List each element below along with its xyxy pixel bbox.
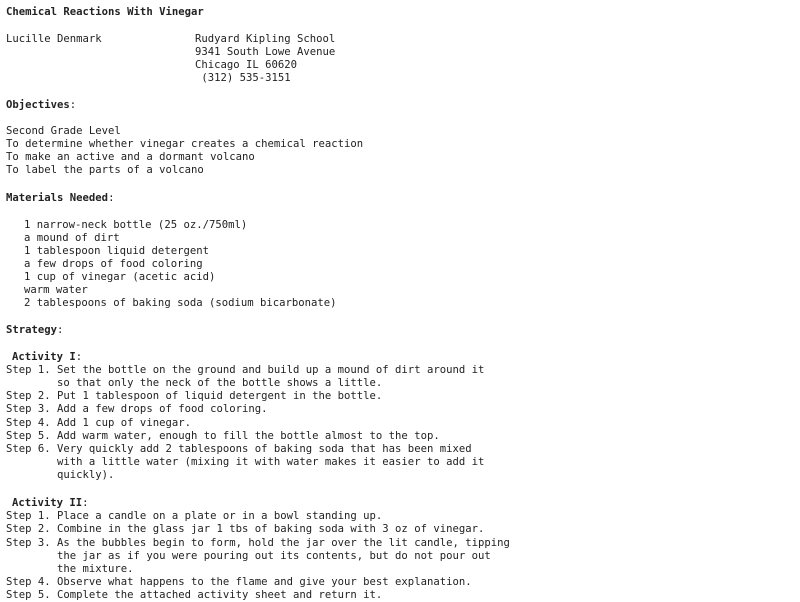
school-street: 9341 South Lowe Avenue: [195, 46, 336, 58]
author-name: Lucille Denmark: [6, 33, 102, 45]
objectives-heading: Objectives: [6, 99, 70, 111]
activity-2-step-line: Step 1. Place a candle on a plate or in a bowl standing up.: [6, 510, 383, 522]
material-item: a few drops of food coloring: [24, 258, 203, 270]
activity-1-step-line: Step 5. Add warm water, enough to fill the bottle almost to the top.: [6, 430, 440, 442]
activity-1-step-line: so that only the neck of the bottle shows a little.: [6, 377, 383, 389]
school-city: Chicago IL 60620: [195, 59, 298, 71]
activity-1-step-line: quickly).: [6, 469, 115, 481]
activity-1-step-line: Step 2. Put 1 tablespoon of liquid detergent in the bottle.: [6, 390, 383, 402]
activity-2-heading-line: Activity II:: [12, 497, 89, 509]
materials-heading: Materials Needed: [6, 192, 109, 204]
activity-2-heading: Activity II: [12, 497, 83, 509]
objective-item: To make an active and a dormant volcano: [6, 151, 255, 163]
objective-item: To label the parts of a volcano: [6, 164, 204, 176]
activity-1-step-line: Step 6. Very quickly add 2 tablespoons of baking soda that has been mixed: [6, 443, 472, 455]
activity-2-step-line: the jar as if you were pouring out its contents, but do not pour out: [6, 550, 491, 562]
material-item: 1 tablespoon liquid detergent: [24, 245, 209, 257]
material-item: 1 cup of vinegar (acetic acid): [24, 271, 216, 283]
activity-2-step-line: Step 2. Combine in the glass jar 1 tbs of baking soda with 3 oz of vinegar.: [6, 523, 485, 535]
objectives-heading-line: Objectives:: [6, 99, 77, 111]
material-item: 2 tablespoons of baking soda (sodium bicarbonate): [24, 297, 337, 309]
activity-1-step-line: with a little water (mixing it with water makes it easier to add it: [6, 456, 485, 468]
activity-2-step-line: Step 3. As the bubbles begin to form, hold the jar over the lit candle, tipping: [6, 537, 510, 549]
activity-1-heading: Activity I: [12, 351, 76, 363]
objective-item: Second Grade Level: [6, 125, 121, 137]
document-title: Chemical Reactions With Vinegar: [6, 6, 204, 18]
objective-item: To determine whether vinegar creates a chemical reaction: [6, 138, 364, 150]
activity-2-step-line: Step 5. Complete the attached activity sheet and return it.: [6, 589, 383, 601]
strategy-heading-line: Strategy:: [6, 324, 64, 336]
materials-heading-line: Materials Needed:: [6, 192, 115, 204]
material-item: 1 narrow-neck bottle (25 oz./750ml): [24, 219, 248, 231]
activity-2-step-line: the mixture.: [6, 563, 134, 575]
material-item: warm water: [24, 284, 88, 296]
school-name: Rudyard Kipling School: [195, 33, 336, 45]
strategy-heading: Strategy: [6, 324, 58, 336]
activity-1-step-line: Step 3. Add a few drops of food coloring.: [6, 403, 268, 415]
activity-1-step-line: Step 1. Set the bottle on the ground and build up a mound of dirt around it: [6, 364, 485, 376]
activity-1-step-line: Step 4. Add 1 cup of vinegar.: [6, 417, 191, 429]
activity-1-heading-line: Activity I:: [12, 351, 83, 363]
school-phone: (312) 535-3151: [195, 72, 291, 84]
material-item: a mound of dirt: [24, 232, 120, 244]
activity-2-step-line: Step 4. Observe what happens to the flame and give your best explanation.: [6, 576, 472, 588]
